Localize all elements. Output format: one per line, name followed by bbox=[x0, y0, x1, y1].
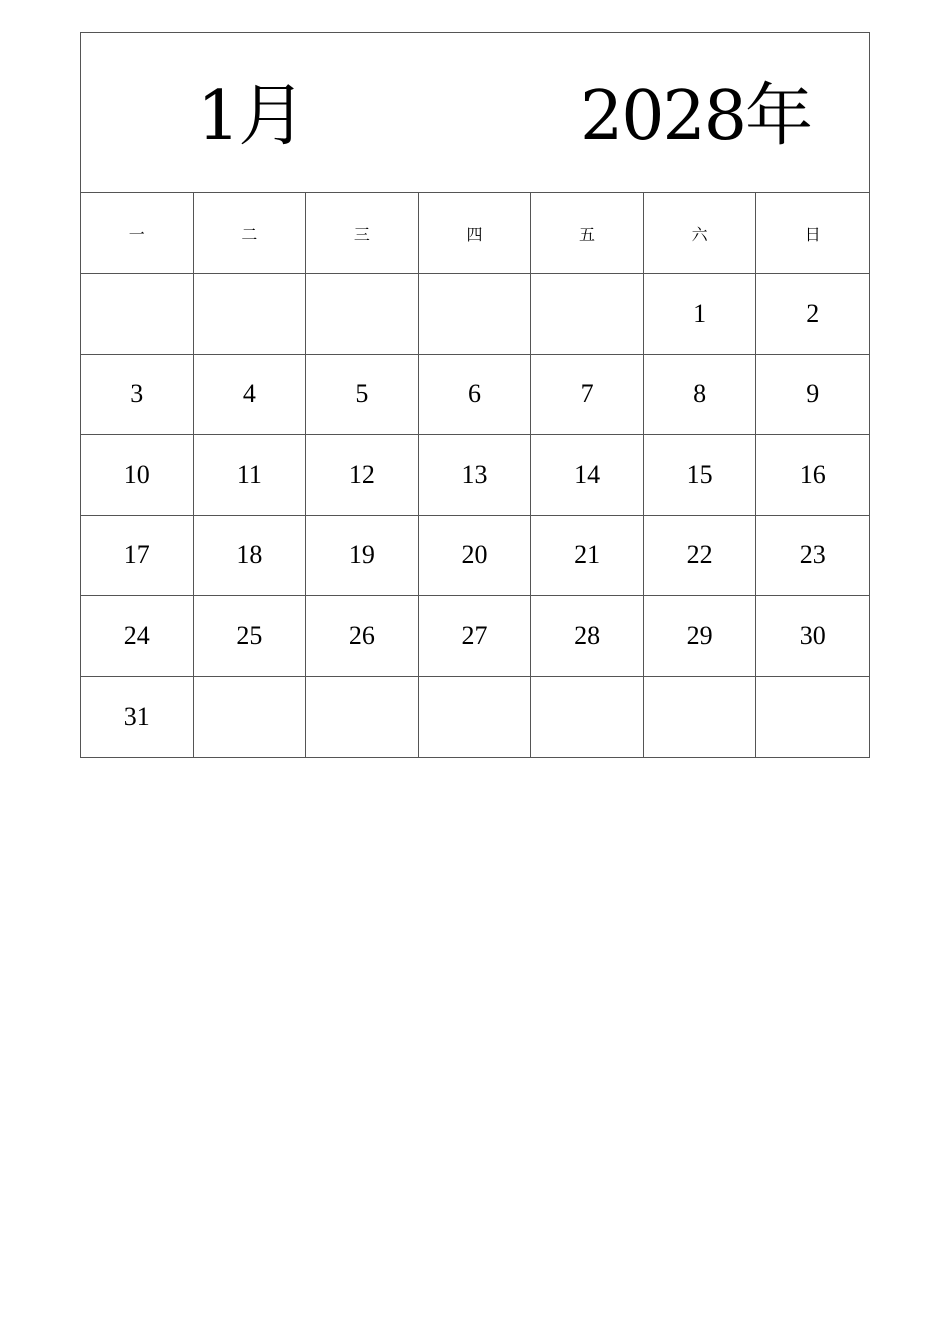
day-cell bbox=[419, 677, 532, 758]
day-cell: 7 bbox=[531, 355, 644, 436]
weekday-thu: 四 bbox=[419, 193, 532, 274]
day-cell bbox=[644, 677, 757, 758]
calendar-header bbox=[81, 33, 869, 193]
day-cell: 20 bbox=[419, 516, 532, 597]
day-cell bbox=[531, 677, 644, 758]
day-cell: 27 bbox=[419, 596, 532, 677]
day-cell: 19 bbox=[306, 516, 419, 597]
day-cell: 13 bbox=[419, 435, 532, 516]
weekday-sat: 六 bbox=[644, 193, 757, 274]
day-cell: 3 bbox=[81, 355, 194, 436]
month-label: 1月 bbox=[197, 77, 305, 156]
day-cell: 9 bbox=[756, 355, 869, 436]
day-cell: 8 bbox=[644, 355, 757, 436]
day-cell: 16 bbox=[756, 435, 869, 516]
day-cell: 15 bbox=[644, 435, 757, 516]
day-cell: 29 bbox=[644, 596, 757, 677]
day-cell: 30 bbox=[756, 596, 869, 677]
day-cell bbox=[756, 677, 869, 758]
weekday-sun: 日 bbox=[756, 193, 869, 274]
day-cell: 12 bbox=[306, 435, 419, 516]
day-cell: 4 bbox=[194, 355, 307, 436]
day-cell: 14 bbox=[531, 435, 644, 516]
day-cell: 1 bbox=[644, 274, 757, 355]
day-cell: 24 bbox=[81, 596, 194, 677]
calendar bbox=[80, 32, 870, 758]
day-cell: 18 bbox=[194, 516, 307, 597]
day-cell: 23 bbox=[756, 516, 869, 597]
day-cell bbox=[306, 274, 419, 355]
day-cell: 21 bbox=[531, 516, 644, 597]
day-cell: 22 bbox=[644, 516, 757, 597]
day-cell: 28 bbox=[531, 596, 644, 677]
weekday-tue: 二 bbox=[194, 193, 307, 274]
day-cell: 26 bbox=[306, 596, 419, 677]
day-cell: 25 bbox=[194, 596, 307, 677]
weekday-fri: 五 bbox=[531, 193, 644, 274]
day-cell bbox=[531, 274, 644, 355]
day-cell: 10 bbox=[81, 435, 194, 516]
weekday-mon: 一 bbox=[81, 193, 194, 274]
day-cell: 31 bbox=[81, 677, 194, 758]
day-cell bbox=[419, 274, 532, 355]
calendar-grid bbox=[81, 193, 869, 757]
day-cell bbox=[194, 274, 307, 355]
day-cell bbox=[306, 677, 419, 758]
day-cell bbox=[81, 274, 194, 355]
day-cell: 11 bbox=[194, 435, 307, 516]
day-cell bbox=[194, 677, 307, 758]
day-cell: 17 bbox=[81, 516, 194, 597]
day-cell: 5 bbox=[306, 355, 419, 436]
weekday-wed: 三 bbox=[306, 193, 419, 274]
day-cell: 2 bbox=[756, 274, 869, 355]
day-cell: 6 bbox=[419, 355, 532, 436]
year-label: 2028年 bbox=[579, 77, 811, 156]
